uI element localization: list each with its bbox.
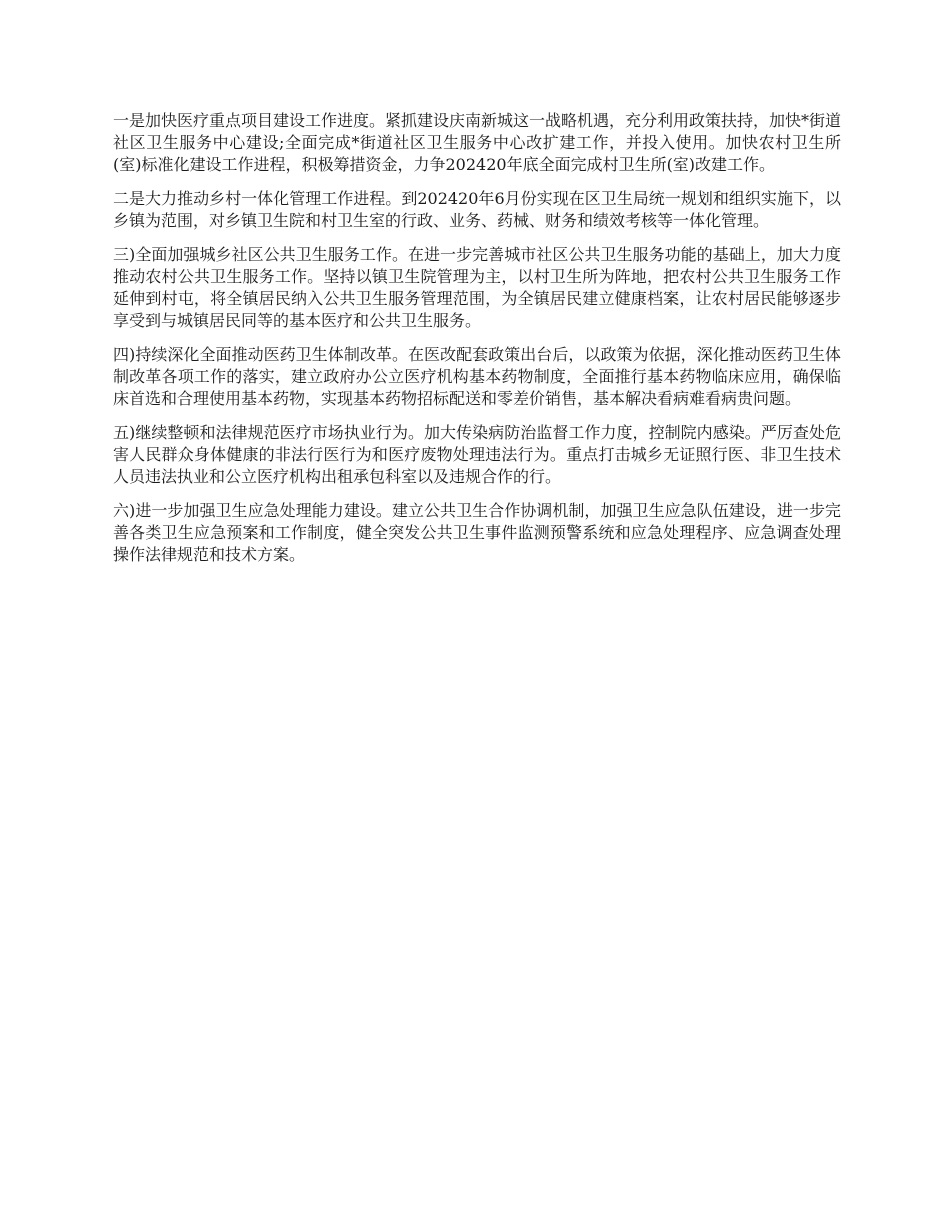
paragraph-6: 六)进一步加强卫生应急处理能力建设。建立公共卫生合作协调机制，加强卫生应急队伍建设，进一步完善各类卫生应急预案和工作制度，健全突发公共卫生事件监测预警系统和应急处理程序、应急调查处理操作法律规范和技术方案。	[113, 501, 841, 564]
paragraph-4: 四)持续深化全面推动医药卫生体制改革。在医改配套政策出台后，以政策为依据，深化推动医药卫生体制改革各项工作的落实，建立政府办公立医疗机构基本药物制度，全面推行基本药物临床应用，确保临床首选和合理使用基本药物，实现基本药物招标配送和零差价销售，基本解决看病难看病贵问题。	[113, 345, 841, 408]
document-body	[113, 110, 841, 578]
paragraph-2: 二是大力推动乡村一体化管理工作进程。到202420年6月份实现在区卫生局统一规划和组织实施下，以乡镇为范围，对乡镇卫生院和村卫生室的行政、业务、药械、财务和绩效考核等一体化管理。	[113, 189, 841, 230]
paragraph-3: 三)全面加强城乡社区公共卫生服务工作。在进一步完善城市社区公共卫生服务功能的基础上，加大力度推动农村公共卫生服务工作。坚持以镇卫生院管理为主，以村卫生所为阵地，把农村公共卫生服务工作延伸到村屯，将全镇居民纳入公共卫生服务管理范围，为全镇居民建立健康档案，让农村居民能够逐步享受到与城镇居民同等的基本医疗和公共卫生服务。	[113, 245, 841, 330]
paragraph-1: 一是加快医疗重点项目建设工作进度。紧抓建设庆南新城这一战略机遇，充分利用政策扶持，加快*街道社区卫生服务中心建设;全面完成*街道社区卫生服务中心改扩建工作，并投入使用。加快农村卫生所(室)标准化建设工作进程，积极筹措资金，力争202420年底全面完成村卫生所(室)改建工作。	[113, 111, 842, 174]
paragraph-5: 五)继续整顿和法律规范医疗市场执业行为。加大传染病防治监督工作力度，控制院内感染。严厉查处危害人民群众身体健康的非法行医行为和医疗废物处理违法行为。重点打击城乡无证照行医、非卫生技术人员违法执业和公立医疗机构出租承包科室以及违规合作的行。	[113, 423, 841, 486]
